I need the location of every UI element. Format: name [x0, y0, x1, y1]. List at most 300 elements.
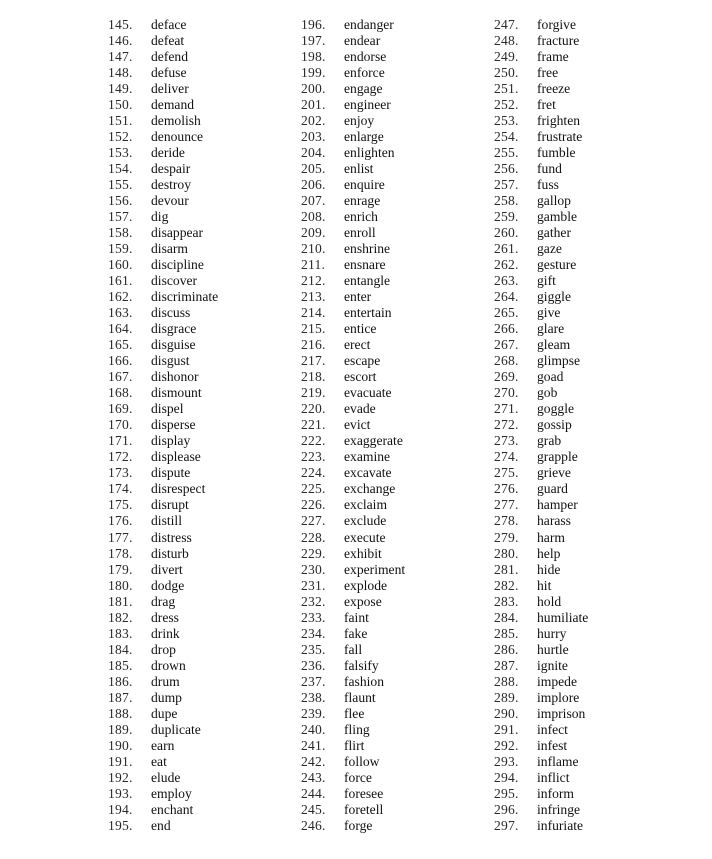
item-number: 211. [301, 257, 326, 273]
item-number: 275. [494, 465, 519, 481]
item-word: foretell [344, 801, 384, 817]
list-item [301, 626, 491, 642]
item-number: 178. [108, 545, 133, 561]
item-number: 266. [494, 321, 519, 337]
item-number: 188. [108, 705, 133, 721]
item-number: 263. [494, 273, 519, 289]
item-number: 182. [108, 609, 133, 625]
list-item [494, 674, 684, 690]
list-item [494, 337, 684, 353]
item-word: disgust [151, 353, 190, 369]
item-word: explode [344, 577, 388, 593]
list-item [108, 513, 298, 529]
list-item [301, 193, 491, 209]
list-item [108, 97, 298, 113]
item-number: 170. [108, 417, 133, 433]
list-item [301, 225, 491, 241]
item-number: 229. [301, 545, 326, 561]
list-item [494, 225, 684, 241]
list-item [494, 385, 684, 401]
item-number: 161. [108, 273, 133, 289]
item-word: follow [344, 753, 380, 769]
item-number: 271. [494, 401, 519, 417]
list-item [494, 513, 684, 529]
item-word: deliver [151, 81, 189, 97]
item-number: 218. [301, 369, 326, 385]
item-number: 191. [108, 753, 133, 769]
list-item [494, 546, 684, 562]
word-list-column-2 [301, 17, 491, 834]
item-number: 277. [494, 497, 519, 513]
list-item [108, 610, 298, 626]
item-number: 176. [108, 513, 133, 529]
item-number: 202. [301, 113, 326, 129]
list-item [108, 578, 298, 594]
list-item [494, 497, 684, 513]
item-number: 240. [301, 721, 326, 737]
item-word: enrage [344, 193, 381, 209]
item-word: entice [344, 321, 377, 337]
list-item [108, 626, 298, 642]
item-number: 291. [494, 721, 519, 737]
item-number: 181. [108, 593, 133, 609]
item-number: 163. [108, 305, 133, 321]
item-word: forgive [537, 17, 577, 32]
item-word: exhibit [344, 545, 382, 561]
item-word: displease [151, 449, 201, 465]
item-word: flee [344, 705, 365, 721]
item-word: infect [537, 721, 568, 737]
list-item [494, 305, 684, 321]
item-number: 162. [108, 289, 133, 305]
item-number: 253. [494, 113, 519, 129]
item-number: 186. [108, 673, 133, 689]
item-word: exaggerate [344, 433, 403, 449]
item-word: disgrace [151, 321, 197, 337]
item-word: enrich [344, 209, 378, 225]
item-number: 242. [301, 753, 326, 769]
list-item [494, 562, 684, 578]
list-item [301, 161, 491, 177]
item-number: 246. [301, 817, 326, 833]
item-word: defend [151, 49, 188, 65]
list-item [301, 401, 491, 417]
item-word: dupe [151, 705, 178, 721]
item-number: 243. [301, 769, 326, 785]
list-item [301, 129, 491, 145]
item-word: excavate [344, 465, 392, 481]
item-number: 226. [301, 497, 326, 513]
item-number: 152. [108, 129, 133, 145]
item-number: 245. [301, 801, 326, 817]
item-word: goad [537, 369, 564, 385]
list-item [494, 129, 684, 145]
item-word: despair [151, 161, 191, 177]
list-item [494, 690, 684, 706]
list-item [108, 257, 298, 273]
item-word: dismount [151, 385, 202, 401]
item-word: distill [151, 513, 182, 529]
item-number: 183. [108, 625, 133, 641]
list-item [108, 305, 298, 321]
list-item [301, 449, 491, 465]
list-item [108, 674, 298, 690]
item-number: 225. [301, 481, 326, 497]
item-word: enlist [344, 161, 374, 177]
item-word: goggle [537, 401, 574, 417]
list-item [301, 770, 491, 786]
list-item [301, 81, 491, 97]
list-item [494, 49, 684, 65]
item-word: endear [344, 33, 381, 49]
item-number: 234. [301, 625, 326, 641]
item-number: 148. [108, 65, 133, 81]
item-number: 180. [108, 577, 133, 593]
item-word: disrupt [151, 497, 189, 513]
list-item [301, 818, 491, 834]
item-number: 156. [108, 193, 133, 209]
item-word: gather [537, 225, 571, 241]
item-word: divert [151, 561, 183, 577]
list-item [301, 337, 491, 353]
item-word: help [537, 545, 561, 561]
item-word: execute [344, 529, 386, 545]
item-number: 210. [301, 241, 326, 257]
item-number: 158. [108, 225, 133, 241]
item-word: gossip [537, 417, 572, 433]
item-word: frame [537, 49, 569, 65]
item-word: giggle [537, 289, 571, 305]
list-item [301, 610, 491, 626]
item-number: 184. [108, 641, 133, 657]
item-number: 199. [301, 65, 326, 81]
list-item [108, 754, 298, 770]
list-item [108, 177, 298, 193]
item-word: entangle [344, 273, 391, 289]
list-item [494, 530, 684, 546]
item-word: gob [537, 385, 558, 401]
item-word: endanger [344, 17, 394, 32]
item-number: 165. [108, 337, 133, 353]
list-item [108, 722, 298, 738]
list-item [108, 738, 298, 754]
item-word: engineer [344, 97, 391, 113]
item-word: duplicate [151, 721, 201, 737]
item-number: 228. [301, 529, 326, 545]
list-item [494, 610, 684, 626]
item-number: 258. [494, 193, 519, 209]
list-item [494, 273, 684, 289]
item-number: 287. [494, 657, 519, 673]
list-item [494, 754, 684, 770]
list-item [494, 145, 684, 161]
item-number: 166. [108, 353, 133, 369]
list-item [301, 49, 491, 65]
item-word: enshrine [344, 241, 391, 257]
item-number: 289. [494, 689, 519, 705]
list-item [108, 417, 298, 433]
item-word: fall [344, 641, 363, 657]
item-word: fret [537, 97, 556, 113]
item-number: 206. [301, 177, 326, 193]
word-list-column-3 [494, 17, 684, 834]
list-item [108, 33, 298, 49]
item-number: 185. [108, 657, 133, 673]
list-item [301, 594, 491, 610]
list-item [108, 353, 298, 369]
list-item [108, 225, 298, 241]
list-item [108, 465, 298, 481]
list-item [494, 97, 684, 113]
list-item [494, 321, 684, 337]
item-number: 265. [494, 305, 519, 321]
item-word: drop [151, 641, 176, 657]
item-number: 214. [301, 305, 326, 321]
list-item [108, 706, 298, 722]
item-number: 264. [494, 289, 519, 305]
list-item [108, 802, 298, 818]
list-item [301, 273, 491, 289]
item-word: free [537, 65, 559, 81]
item-number: 280. [494, 545, 519, 561]
item-word: flaunt [344, 689, 376, 705]
list-item [108, 337, 298, 353]
item-word: enjoy [344, 113, 375, 129]
item-number: 262. [494, 257, 519, 273]
item-word: grieve [537, 465, 571, 481]
list-item [108, 658, 298, 674]
item-word: disperse [151, 417, 196, 433]
item-word: endorse [344, 49, 387, 65]
list-item [108, 241, 298, 257]
item-number: 286. [494, 641, 519, 657]
list-item [301, 530, 491, 546]
item-word: engage [344, 81, 383, 97]
list-item [301, 802, 491, 818]
item-number: 146. [108, 33, 133, 49]
item-word: inform [537, 785, 574, 801]
item-word: exchange [344, 481, 396, 497]
list-item [494, 241, 684, 257]
item-word: devour [151, 193, 189, 209]
item-number: 203. [301, 129, 326, 145]
list-item [108, 433, 298, 449]
item-word: discriminate [151, 289, 219, 305]
item-word: infest [537, 737, 568, 753]
item-number: 172. [108, 449, 133, 465]
item-number: 237. [301, 673, 326, 689]
item-number: 296. [494, 801, 519, 817]
list-item [108, 562, 298, 578]
item-number: 147. [108, 49, 133, 65]
item-word: impede [537, 673, 578, 689]
item-word: enlarge [344, 129, 384, 145]
item-word: gleam [537, 337, 571, 353]
item-number: 273. [494, 433, 519, 449]
item-word: infringe [537, 801, 581, 817]
item-word: frighten [537, 113, 581, 129]
list-item [494, 417, 684, 433]
item-number: 173. [108, 465, 133, 481]
item-word: fling [344, 721, 370, 737]
list-item [494, 802, 684, 818]
item-word: foresee [344, 785, 384, 801]
item-number: 284. [494, 609, 519, 625]
list-item [108, 530, 298, 546]
item-number: 213. [301, 289, 326, 305]
item-number: 236. [301, 657, 326, 673]
item-word: implore [537, 689, 580, 705]
item-number: 288. [494, 673, 519, 689]
item-number: 200. [301, 81, 326, 97]
item-number: 208. [301, 209, 326, 225]
list-item [494, 113, 684, 129]
item-number: 160. [108, 257, 133, 273]
item-number: 278. [494, 513, 519, 529]
item-word: drag [151, 593, 176, 609]
list-item [301, 786, 491, 802]
list-item [301, 257, 491, 273]
item-number: 282. [494, 577, 519, 593]
item-word: harass [537, 513, 571, 529]
list-item [301, 642, 491, 658]
item-word: evade [344, 401, 376, 417]
list-item [494, 706, 684, 722]
item-word: eat [151, 753, 167, 769]
item-number: 222. [301, 433, 326, 449]
list-item [108, 770, 298, 786]
list-item [301, 497, 491, 513]
item-word: faint [344, 609, 369, 625]
list-item [108, 209, 298, 225]
item-word: gaze [537, 241, 562, 257]
list-item [301, 513, 491, 529]
item-word: disturb [151, 545, 189, 561]
item-word: forge [344, 817, 373, 833]
list-item [494, 353, 684, 369]
item-number: 187. [108, 689, 133, 705]
item-number: 195. [108, 817, 133, 833]
item-word: discipline [151, 257, 204, 273]
item-word: harm [537, 529, 565, 545]
item-number: 204. [301, 145, 326, 161]
item-number: 281. [494, 561, 519, 577]
list-item [301, 113, 491, 129]
list-item [108, 65, 298, 81]
item-number: 290. [494, 705, 519, 721]
item-number: 189. [108, 721, 133, 737]
item-word: earn [151, 737, 175, 753]
list-item [494, 369, 684, 385]
item-word: display [151, 433, 191, 449]
item-number: 193. [108, 785, 133, 801]
list-item [494, 209, 684, 225]
list-item [301, 546, 491, 562]
list-item [301, 722, 491, 738]
list-item [301, 674, 491, 690]
item-word: give [537, 305, 561, 321]
item-word: humiliate [537, 609, 589, 625]
item-number: 235. [301, 641, 326, 657]
item-word: fund [537, 161, 562, 177]
item-number: 255. [494, 145, 519, 161]
item-word: flirt [344, 737, 365, 753]
item-number: 153. [108, 145, 133, 161]
item-number: 297. [494, 817, 519, 833]
item-word: fashion [344, 673, 385, 689]
item-number: 149. [108, 81, 133, 97]
item-word: hurtle [537, 641, 569, 657]
list-item [108, 786, 298, 802]
list-item [301, 289, 491, 305]
item-number: 219. [301, 385, 326, 401]
list-item [108, 818, 298, 834]
list-item [108, 113, 298, 129]
list-item [494, 433, 684, 449]
item-number: 221. [301, 417, 326, 433]
list-item [301, 369, 491, 385]
list-item [108, 193, 298, 209]
item-word: disrespect [151, 481, 206, 497]
item-number: 224. [301, 465, 326, 481]
item-number: 272. [494, 417, 519, 433]
list-item [494, 786, 684, 802]
item-number: 164. [108, 321, 133, 337]
list-item [494, 738, 684, 754]
item-word: escort [344, 369, 377, 385]
list-item [494, 449, 684, 465]
item-word: ignite [537, 657, 568, 673]
item-number: 196. [301, 17, 326, 32]
item-number: 154. [108, 161, 133, 177]
item-number: 232. [301, 593, 326, 609]
list-item [301, 97, 491, 113]
item-word: disarm [151, 241, 188, 257]
item-number: 212. [301, 273, 326, 289]
list-item [494, 65, 684, 81]
list-item [301, 433, 491, 449]
item-number: 293. [494, 753, 519, 769]
item-word: dishonor [151, 369, 199, 385]
item-number: 201. [301, 97, 326, 113]
item-word: falsify [344, 657, 379, 673]
item-number: 276. [494, 481, 519, 497]
item-number: 145. [108, 17, 133, 32]
list-item [301, 353, 491, 369]
item-number: 257. [494, 177, 519, 193]
item-number: 260. [494, 225, 519, 241]
item-number: 294. [494, 769, 519, 785]
item-word: defeat [151, 33, 185, 49]
item-word: dispute [151, 465, 191, 481]
item-number: 231. [301, 577, 326, 593]
list-item [494, 626, 684, 642]
item-number: 179. [108, 561, 133, 577]
item-number: 270. [494, 385, 519, 401]
item-word: enroll [344, 225, 376, 241]
item-word: gallop [537, 193, 571, 209]
item-word: fracture [537, 33, 580, 49]
item-word: enter [344, 289, 372, 305]
item-number: 192. [108, 769, 133, 785]
item-word: fumble [537, 145, 576, 161]
list-item [494, 193, 684, 209]
item-number: 177. [108, 529, 133, 545]
list-item [494, 465, 684, 481]
item-number: 207. [301, 193, 326, 209]
item-word: erect [344, 337, 371, 353]
list-item [494, 401, 684, 417]
